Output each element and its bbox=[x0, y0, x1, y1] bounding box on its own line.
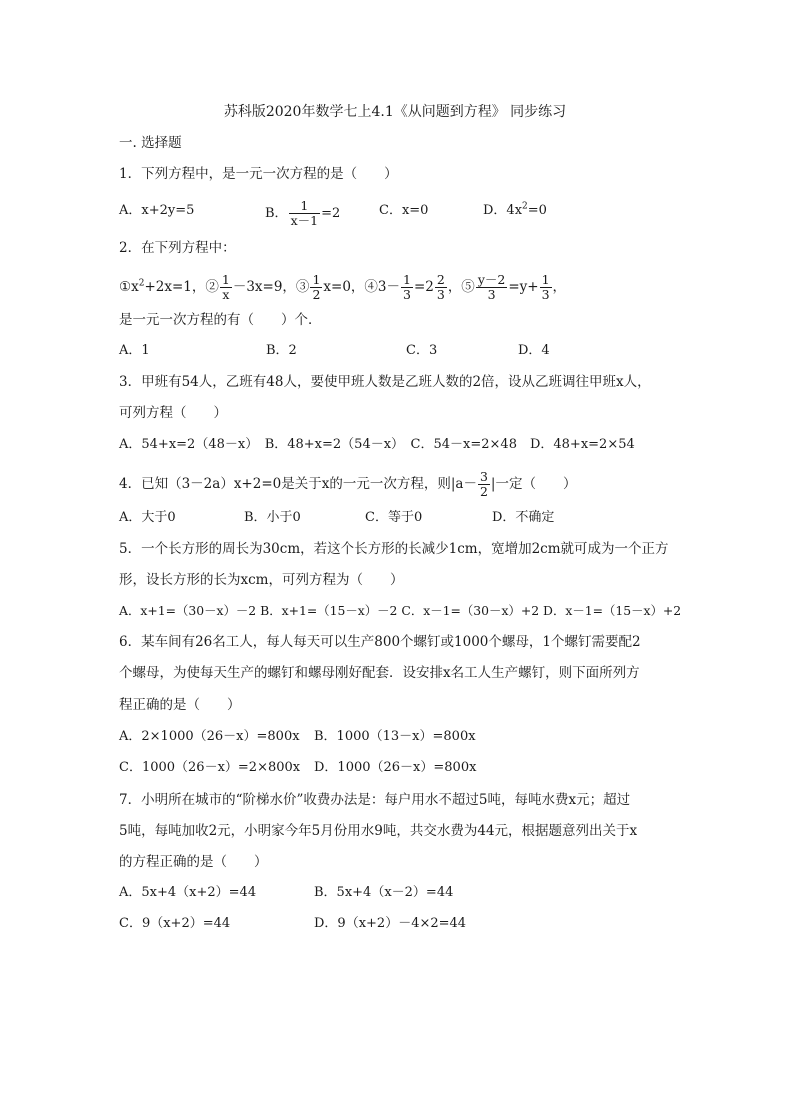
question-2-equations: $①x^2+2x=1$，② $\frac{1}{x}$ －3x=9，③ $\frac{1}{2}$ x=0，④3－ $\frac{1}{3}$ =2 $\frac{2}{3}$ ，⑤ $\frac{y-2}{3}$ =y+ $\frac{1}{3}$ ， bbox=[119, 272, 567, 302]
question-1-option-a: A．x+2y=5 bbox=[119, 203, 195, 218]
question-6-option-b: B．1000（13－x）=800x bbox=[314, 729, 476, 744]
question-1-option-c: C．x=0 bbox=[379, 203, 429, 218]
question-7-option-b: B．5x+4（x－2）=44 bbox=[314, 885, 454, 900]
question-2-option-b: B．2 bbox=[266, 343, 297, 358]
question-2-option-c: C．3 bbox=[406, 343, 438, 358]
question-4-option-a: A．大于0 bbox=[119, 510, 176, 525]
question-6-option-c: C．1000（26－x）=2×800x bbox=[119, 760, 301, 775]
question-6-line-1: 6．某车间有26名工人，每人每天可以生产800个螺钉或1000个螺母，1个螺钉需要配2 bbox=[119, 634, 641, 650]
question-1-option-b: B． $\frac{1}{x-1}$ =2 bbox=[265, 198, 341, 228]
page-title: 苏科版2020年数学七上4.1《从问题到方程》 同步练习 bbox=[223, 104, 567, 120]
question-7-option-c: C．9（x+2）=44 bbox=[119, 916, 231, 931]
question-7-line-1: 7．小明所在城市的“阶梯水价”收费办法是：每户用水不超过5吨，每吨水费x元；超过 bbox=[119, 792, 631, 808]
question-5-options: A．x+1=（30－x）－2 B．x+1=（15－x）－2 C．x－1=（30－x）+2 D．x－1=（15－x）+2 bbox=[119, 603, 682, 618]
question-4-option-c: C．等于0 bbox=[365, 510, 423, 525]
question-4-stem: 4．已知（3－2a）x+2=0是关于x的一元一次方程，则|a－ $\frac{3}{2}$ |一定（ ） bbox=[119, 469, 577, 499]
question-3-options: A．54+x=2（48－x） B．48+x=2（54－x） C．54－x=2×48 D．48+x=2×54 bbox=[119, 437, 635, 452]
question-3-line-1: 3．甲班有54人，乙班有48人，要使甲班人数是乙班人数的2倍，设从乙班调往甲班x人， bbox=[119, 374, 651, 390]
question-7-option-a: A．5x+4（x+2）=44 bbox=[119, 885, 257, 900]
question-1-option-d: D．$4x^2=0$ bbox=[483, 201, 547, 218]
question-7-option-d: D．9（x+2）－4×2=44 bbox=[314, 916, 467, 931]
question-6-line-3: 程正确的是（ ） bbox=[119, 697, 241, 713]
question-1-stem: 1．下列方程中，是一元一次方程的是（ ） bbox=[119, 166, 398, 182]
question-5-line-2: 形，设长方形的长为xcm，可列方程为（ ） bbox=[119, 572, 404, 588]
question-6-option-a: A．2×1000（26－x）=800x bbox=[119, 729, 300, 744]
question-4-option-d: D．不确定 bbox=[492, 510, 555, 525]
question-7-line-3: 的方程正确的是（ ） bbox=[119, 854, 268, 870]
question-2-option-a: A．1 bbox=[119, 343, 150, 358]
question-2-option-d: D．4 bbox=[518, 343, 550, 358]
question-6-option-d: D．1000（26－x）=800x bbox=[314, 760, 477, 775]
question-2-stem: 2．在下列方程中： bbox=[119, 240, 236, 256]
section-heading: 一. 选择题 bbox=[119, 135, 182, 151]
question-2-tail: 是一元一次方程的有（ ）个． bbox=[119, 312, 322, 328]
question-7-line-2: 5吨，每吨加收2元，小明家今年5月份用水9吨，共交水费为44元，根据题意列出关于x bbox=[119, 823, 638, 839]
question-5-line-1: 5．一个长方形的周长为30cm，若这个长方形的长减少1cm，宽增加2cm就可成为一个正方 bbox=[119, 541, 669, 557]
question-6-line-2: 个螺母，为使每天生产的螺钉和螺母刚好配套．设安排x名工人生产螺钉，则下面所列方 bbox=[119, 665, 640, 681]
question-4-option-b: B．小于0 bbox=[244, 510, 301, 525]
question-3-line-2: 可列方程（ ） bbox=[119, 405, 227, 421]
